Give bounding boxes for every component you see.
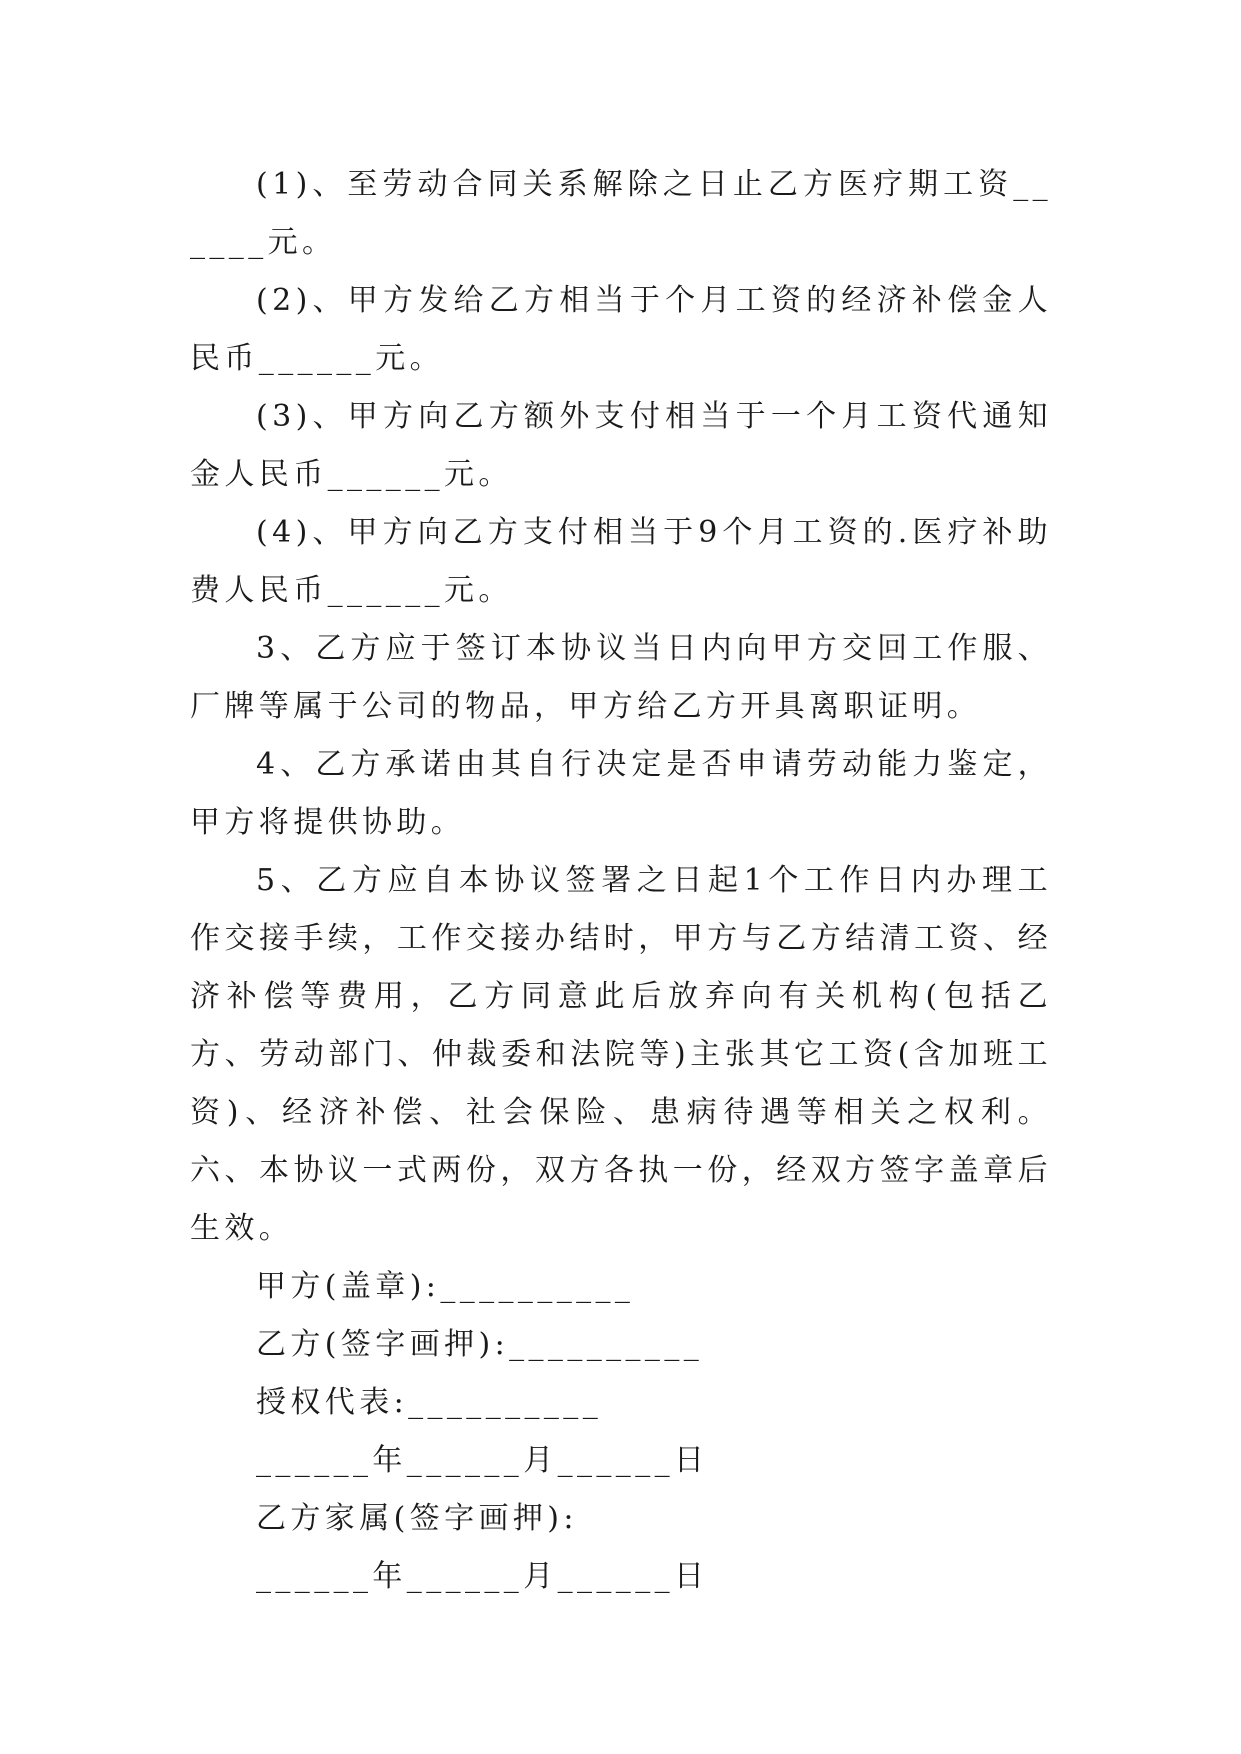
document-body [190, 156, 1052, 1606]
article-3-return-items: 3、乙方应于签订本协议当日内向甲方交回工作服、厂牌等属于公司的物品，甲方给乙方开具离职证明。 [190, 631, 1052, 724]
date-line: ______年______月______日 [256, 1443, 709, 1478]
clause-4-medical-subsidy: (4)、甲方向乙方支付相当于9个月工资的.医疗补助费人民币______元。 [190, 515, 1052, 608]
party-a-seal-line: 甲方(盖章):__________ [256, 1269, 635, 1304]
article-4-labor-assessment: 4、乙方承诺由其自行决定是否申请劳动能力鉴定，甲方将提供协助。 [190, 747, 1052, 840]
party-b-signature-line: 乙方(签字画押):__________ [256, 1327, 704, 1362]
authorized-representative-line: 授权代表:__________ [256, 1385, 603, 1420]
clause-3-notice-pay: (3)、甲方向乙方额外支付相当于一个月工资代通知金人民币______元。 [190, 399, 1052, 492]
party-b-family-signature-line: 乙方家属(签字画押): [256, 1501, 578, 1536]
clause-2-economic-compensation: (2)、甲方发给乙方相当于个月工资的经济补偿金人民币______元。 [190, 283, 1052, 376]
clause-1-medical-wage: (1)、至劳动合同关系解除之日止乙方医疗期工资______元。 [190, 167, 1052, 260]
article-5-handover: 5、乙方应自本协议签署之日起1个工作日内办理工作交接手续，工作交接办结时，甲方与乙方结清工资、经济补偿等费用，乙方同意此后放弃向有关机构(包括乙方、劳动部门、仲裁委和法院等)主张其它工资(含加班工资)、经济补偿、社会保险、患病待遇等相关之权利。六、本协议一式两份，双方各执一份，经双方签字盖章后生效。 [190, 863, 1052, 1246]
date-line: ______年______月______日 [256, 1559, 709, 1594]
